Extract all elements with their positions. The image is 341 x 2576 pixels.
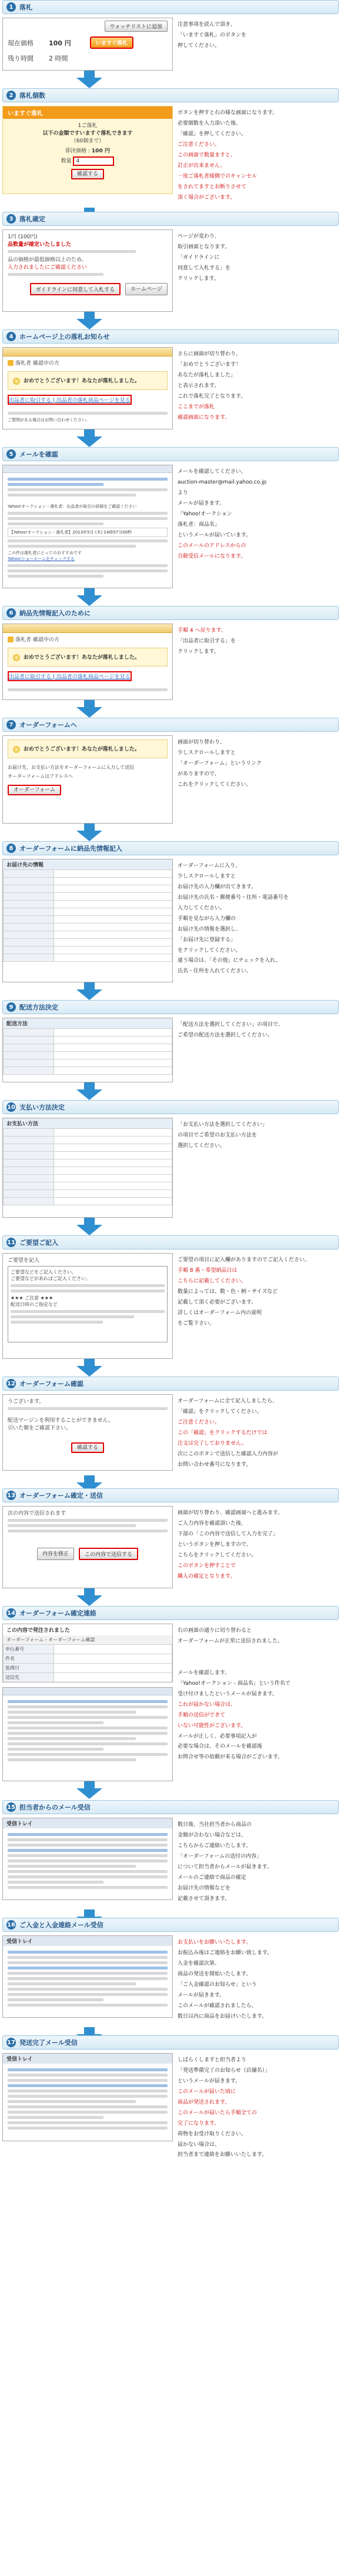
step-14 (0, 1606, 341, 1800)
step-title: 落札確定 (19, 215, 45, 223)
note-line: 必要な場合は、そのメールを確認後 (178, 1744, 262, 1750)
note-line: ページが変わり、 (178, 234, 220, 239)
step-15 (0, 1800, 341, 1918)
dialog-title: いますぐ落札 (3, 106, 172, 119)
auction-icon (8, 360, 14, 366)
note-line: 「いますぐ落札」のボタンを (178, 32, 247, 38)
homepage-button[interactable]: ホームページ (125, 283, 168, 295)
step-number: 12 (6, 1379, 16, 1388)
footer-text: ご質問がある場合はお問い合わせください。 (8, 417, 90, 422)
note-line: 「出品者に取引する」を (178, 638, 236, 644)
step-notes (173, 1624, 339, 1781)
step-header (2, 1100, 339, 1114)
step-title: ホームページ上の落札お知らせ (19, 333, 110, 341)
screenshot-inbox-payment (2, 1935, 173, 2018)
note-line: 同意して入札する」を (178, 265, 231, 271)
note-line: 押してください。 (178, 42, 220, 49)
gavel-icon (13, 378, 20, 385)
text-line: 配送日時のご指定など (11, 1302, 58, 1307)
contact-seller-link[interactable]: 出品者に取引する | 出品者の落札商品ページを見る (8, 395, 132, 405)
step-notes (173, 1394, 339, 1475)
step-notes (173, 229, 339, 312)
note-line: ご希望の配送方法を選択してください。 (178, 1032, 273, 1038)
note-line: 違う場合は、「その他」にチェックを入れ、 (178, 958, 281, 964)
shipping-table (3, 869, 172, 962)
current-price: 100 円 (49, 39, 71, 47)
step-notes (173, 106, 339, 208)
screenshot-order-email (2, 1687, 173, 1781)
note-line: いない可能性がございます。 (178, 1722, 246, 1729)
gavel-icon (13, 746, 20, 753)
note-line: お問い合わせ番号になります。 (178, 1461, 252, 1468)
inbox-heading: 受信トレイ (3, 1936, 172, 1946)
note-line: 数日以内に商品をお届けいたします。 (178, 2013, 268, 2020)
note-line: auction-master@mail.yahoo.co.jp (178, 479, 267, 485)
dialog-line: 以下の金額ですいますぐ落札できます (42, 131, 133, 136)
note-line: をクリックしてください。 (178, 947, 241, 954)
step-header (2, 329, 339, 344)
note-line: 右の画面の通りに切り替わると (178, 1628, 252, 1634)
step-title: ご入金と入金連絡メール受信 (19, 1921, 103, 1929)
note-line: これで落札完了となります。 (178, 393, 246, 399)
note-line: メールを確認してください。 (178, 469, 246, 475)
step-9 (0, 1000, 341, 1100)
text-line: オーダーフォーム - オーダーフォーム確認 (3, 1635, 172, 1644)
note-line: 入力してください。 (178, 905, 226, 911)
step-title: 落札個数 (19, 92, 45, 99)
note-line: 「Yahoo!オークション - 商品名」という件名で (178, 1680, 290, 1687)
text-line: 引いた額をご確認下さい。 (8, 1425, 72, 1431)
screenshot-order-form-link (2, 735, 173, 824)
text-line: 入力されましたにご確認ください (8, 265, 88, 271)
note-line: 「ガイドラインに (178, 254, 220, 261)
step-header (2, 88, 339, 102)
text-line: この内容で発注されました (6, 1628, 71, 1634)
step-title: オーダーフォーム確定連絡 (19, 1609, 96, 1617)
dialog-line: （60個まで） (71, 138, 105, 144)
instruction-line: お届け先、お支払い方法をオーダーフォームに入力して送信 (8, 764, 135, 770)
note-line: お振込み後はご連絡をお願い致します。 (178, 1950, 273, 1956)
buy-now-price: 100 円 (91, 148, 110, 154)
note-line: 必要個数を入力頂いた後、 (178, 120, 242, 126)
note-line: オーダーフォームが正常に送信されました。 (178, 1638, 283, 1644)
step-title: 支払い方法決定 (19, 1104, 65, 1111)
toolbar-text: 落札者 確認中の方 (15, 361, 59, 366)
screenshot-email (2, 465, 173, 588)
submit-order-button[interactable]: この内容で送信する (79, 1548, 138, 1560)
step-title: オーダーフォームに納品先情報記入 (19, 845, 122, 852)
note-line: をされてますとお断りさせて (178, 184, 247, 190)
step-5 (0, 447, 341, 606)
text-line: 品数量が確定いたしました (8, 242, 72, 248)
note-line: このメールのアドレスからの (178, 542, 246, 549)
step-4 (0, 329, 341, 447)
note-line: 少しスクロールしますと (178, 749, 236, 756)
screenshot-requests-field (2, 1253, 173, 1359)
note-line: 手順を見ながら入力欄の (178, 915, 236, 922)
step-title: オーダーフォーム確定・送信 (19, 1492, 103, 1499)
note-line: 購入の確定となります。 (178, 1573, 236, 1579)
note-line: 「Yahoo!オークション (178, 511, 232, 517)
table-cell: 件名 (4, 1654, 54, 1664)
table-cell: 処理日 (4, 1664, 54, 1673)
current-price-label: 現在価格 (8, 39, 34, 47)
note-line: このボタンを押すことで (178, 1562, 236, 1569)
step-number: 6 (6, 608, 16, 618)
step-title: メールを確認 (19, 451, 58, 458)
email-subject: 【Yahoo!オークション - 落札者】2013年5月 (木) 14時57分00秒 (8, 528, 168, 537)
note-line: クリックします。 (178, 275, 219, 282)
step-title: 発送完了メール受信 (19, 2039, 78, 2047)
note-line: 取引画面となります。 (178, 244, 230, 250)
note-line: 数日後、当社担当者から商品の (178, 1822, 252, 1828)
note-line: というボタンを押しますので、 (178, 1541, 252, 1548)
note-line: をご覧下さい。 (178, 1320, 215, 1327)
note-line: あなたが落札しました」 (178, 372, 236, 378)
note-line: 少しスクロールしますと (178, 873, 236, 879)
buy-now-price-label: 即決価格 (65, 148, 87, 154)
step-number: 3 (6, 214, 16, 224)
step-notes (173, 624, 339, 700)
note-line: の項目でご希望のお支払い方法を (178, 1132, 258, 1138)
step-title: 納品先情報記入のために (19, 609, 91, 617)
step-header (2, 212, 339, 226)
step-13 (0, 1488, 341, 1606)
step-number: 15 (6, 1802, 16, 1812)
note-line: 「確認」を押してください。 (178, 131, 247, 137)
step-header (2, 1488, 339, 1502)
step-notes (173, 465, 339, 588)
watchlist-button[interactable]: ウォッチリストに追加 (105, 21, 168, 32)
step-number: 10 (6, 1102, 16, 1112)
step-3 (0, 212, 341, 329)
step-header (2, 0, 339, 14)
order-form-label: オーダーフォーム (14, 787, 56, 793)
note-line: 選択してください。 (178, 1142, 226, 1149)
note-line: 「ご入金確認のお知らせ」という (178, 1981, 257, 1988)
text-line: 1円 (100円) (8, 234, 38, 240)
step-notes (173, 1253, 339, 1359)
note-line: お問合せ等の依頼が来る場合がございます。 (178, 1754, 283, 1761)
step-number: 1 (6, 2, 16, 12)
step-notes (173, 1506, 339, 1588)
payment-table (3, 1128, 172, 1205)
note-line: より (178, 489, 189, 496)
step-number: 8 (6, 844, 16, 853)
screenshot-inbox-staff (2, 1818, 173, 1900)
won-message: おめでとうございます！あなたが落札しました。 (23, 655, 140, 661)
note-line: しばらくしますと担当者より (178, 2057, 247, 2063)
step-notes (173, 735, 339, 824)
note-line: これをクリックしてください。 (178, 781, 252, 788)
note-line: お届け先の入力欄が出てきます。 (178, 884, 257, 890)
text-line: 品の価格が最低価格以上のため、 (8, 257, 87, 263)
note-line: この画面で数量ますと、 (178, 152, 236, 158)
text-line: 配送マージンを利用することができません。 (8, 1418, 114, 1424)
note-line: お届け先の情報などを (178, 1885, 231, 1891)
note-line: 確認画面になります。 (178, 414, 230, 421)
note-line: 「オーダーフォーム」というリンク (178, 760, 262, 767)
screenshot-delivery-method (2, 1018, 173, 1082)
table-cell: 送信先 (4, 1673, 54, 1682)
note-line: 「配送方法を選択してください」の項目で、 (178, 1022, 283, 1028)
note-line: このメールが確認されましたら、 (178, 2002, 257, 2009)
note-line: こちらからご連絡いたします。 (178, 1842, 252, 1849)
note-line: ご要望の項目に記入欄がありますのでご記入ください。 (178, 1257, 310, 1263)
note-line: メールのご連絡で商品の確定 (178, 1874, 246, 1881)
email-from: Yahoo!オークション - 落札者：出品者が取引の詳細をご確認ください (8, 504, 137, 509)
note-line: さらに画面が切り替わり、 (178, 351, 242, 357)
note-line: 画面が切り替わり、確認画面へと進みます。 (178, 1510, 283, 1516)
step-notes (173, 2053, 339, 2165)
quantity-input[interactable]: 4 (73, 156, 114, 166)
step-number: 9 (6, 1002, 16, 1012)
note-line: 記載して頂く必要がございます。 (178, 1299, 257, 1305)
step-7 (0, 718, 341, 841)
note-line: オーダーフォームに全て記入しましたら、 (178, 1398, 278, 1404)
note-line: 「お届け先に登録する」 (178, 937, 236, 943)
note-line: ボタンを押すと右の様な画面になります。 (178, 110, 278, 116)
step-notes (173, 18, 339, 71)
order-summary-table (3, 1644, 172, 1682)
note-line: 受け付けましたというメールが届きます。 (178, 1691, 278, 1697)
auction-icon (8, 636, 14, 642)
step-11 (0, 1235, 341, 1377)
step-notes (173, 1935, 339, 2027)
inbox-heading: 受信トレイ (3, 2054, 172, 2064)
down-arrow-icon (0, 1781, 341, 1802)
note-line: こちらに記載してください。 (178, 1278, 247, 1284)
note-line: お支払いをお願いいたします。 (178, 1940, 252, 1945)
screenshot-inbox-shipped (2, 2053, 173, 2141)
step-6 (0, 606, 341, 718)
note-line: 画面が切り替わり、 (178, 739, 226, 745)
note-line: と表示されます。 (178, 382, 220, 389)
step-title: オーダーフォームへ (19, 721, 77, 729)
note-line: 一度ご落札者様側でのキャンセル (178, 173, 258, 179)
agree-bid-button[interactable]: ガイドラインに同意して入札する (30, 283, 121, 295)
note-line: 金額が合わない場合などは、 (178, 1832, 247, 1838)
quantity-label: 数量 (61, 158, 72, 164)
step-notes (173, 1018, 339, 1082)
step-8 (0, 841, 341, 1000)
note-line: 「確認」をクリックしてください。 (178, 1408, 262, 1415)
screenshot-order-submit (2, 1506, 173, 1588)
note-line: について担当者からメールが届きます。 (178, 1864, 272, 1870)
won-message: おめでとうございます！あなたが落札しました。 (23, 378, 140, 384)
won-message: おめでとうございます！あなたが落札しました。 (23, 747, 140, 752)
form-heading: 配送方法 (3, 1018, 172, 1028)
delivery-table (3, 1028, 172, 1075)
inbox-heading: 受信トレイ (3, 1818, 172, 1828)
note-line: 氏名・住所を入れてください。 (178, 968, 252, 975)
step-notes (173, 859, 339, 982)
note-line: 次にこのボタンで送信した確認入力内容が (178, 1451, 279, 1457)
note-line: 担当者まで連絡をお願いいたします。 (178, 2152, 268, 2158)
step-header (2, 1235, 339, 1249)
note-line: 届かない場合は、 (178, 2141, 220, 2148)
note-line: 落札者：商品名」 (178, 521, 220, 528)
step-number: 5 (6, 449, 16, 459)
screenshot-won-notice (2, 347, 173, 429)
text-line: 次の内容で送信されます (8, 1511, 66, 1517)
dialog-line: 1ご落札 (78, 123, 98, 129)
note-line: 商品が発送されます。 (178, 2099, 230, 2105)
note-line: これが届かない場合は、 (178, 1701, 236, 1708)
step-title: ご要望ご記入 (19, 1239, 58, 1247)
note-line: 手順 8 番・希望納品日は (178, 1267, 238, 1274)
note-line: メールを確認します。 (178, 1669, 230, 1676)
note-line: 自動受信メールになります。 (178, 553, 246, 559)
note-line: この「確認」をクリックするだけでは (178, 1429, 268, 1436)
note-line: 頂く場合がございます。 (178, 194, 236, 201)
note-line: 商品の発送を開始いたします。 (178, 1971, 252, 1977)
step-number: 14 (6, 1608, 16, 1618)
note-line: 「お支払い方法を選択してください」 (178, 1122, 268, 1128)
step-number: 4 (6, 332, 16, 341)
contact-seller-link[interactable]: 出品者に取引する | 出品者の落札商品ページを見る (8, 671, 132, 681)
note-line: 詳しくはオーダーフォーム内の説明 (178, 1309, 262, 1316)
note-line: 下部の「この内容で送信して入力を完了」 (178, 1531, 279, 1537)
step-header (2, 1377, 339, 1391)
confirm-button[interactable]: 確認する (71, 169, 104, 179)
note-line: というメールが届きます。 (178, 2078, 241, 2084)
step-header (2, 1000, 339, 1014)
step-number: 13 (6, 1491, 16, 1500)
step-number: 11 (6, 1238, 16, 1247)
step-header (2, 841, 339, 855)
note-line: 「オーダーフォームの送付の内容」 (178, 1853, 262, 1859)
time-left: 2 時間 (49, 55, 68, 62)
step-title: 配送方法決定 (19, 1004, 58, 1011)
step-header (2, 2035, 339, 2050)
email-body: この件は落札者にとってのおすすめです (8, 551, 82, 555)
step-notes (173, 347, 339, 429)
note-line: メールが届きます。 (178, 500, 225, 506)
screenshot-bid (2, 18, 173, 71)
note-line: お届け先の情報を選択し、 (178, 926, 242, 932)
step-17 (0, 2035, 341, 2165)
step-number: 7 (6, 720, 16, 729)
step-number: 17 (6, 2038, 16, 2047)
note-line: 訂正が出来ません。 (178, 162, 226, 169)
note-line: 「おめでとうございます！ (178, 361, 242, 368)
edit-button[interactable]: 内容を修正 (37, 1548, 74, 1560)
note-line: このメールが届いた頃に (178, 2088, 236, 2095)
note-line: がありますので、 (178, 771, 220, 777)
step-title: オーダーフォーム確認 (19, 1380, 83, 1388)
note-line: お届け先の氏名・郵便番号・住所・電話番号を (178, 894, 289, 901)
screenshot-quantity-dialog: いますぐ落札 1ご落札 以下の金額ですいますぐ落札できます （60個まで） 即決価格 : 100 円 数量 4 確認する (2, 106, 173, 194)
note-line: 荷物をお受け取りください。 (178, 2131, 247, 2137)
note-line: ご入力内容を確認頂いた後、 (178, 1520, 247, 1527)
note-line: メールが届きます。 (178, 1992, 225, 1998)
toolbar-text: 落札者 確認中の方 (15, 637, 59, 643)
step-header (2, 447, 339, 461)
form-heading: お届け先の情報 (3, 859, 172, 869)
note-line: というメールが届いています。 (178, 532, 252, 538)
text-line: ★★★ ご注意 ★★★ (11, 1295, 54, 1301)
text-line: うございます。 (8, 1399, 45, 1405)
step-header (2, 1918, 339, 1932)
order-form-button[interactable] (8, 785, 61, 795)
instruction-line: オーダーフォームはアドレスへ (8, 773, 73, 779)
note-line: 入金を確認次第、 (178, 1960, 220, 1967)
step-16 (0, 1918, 341, 2035)
form-heading: お支払い方法 (3, 1118, 172, 1128)
note-line: メールが正しく、必要事項記入が (178, 1733, 257, 1739)
confirm-button[interactable]: 確認する (71, 1442, 104, 1453)
note-line: 注意事項を読んで頂き、 (178, 22, 236, 28)
step-2 (0, 88, 341, 212)
step-notes (173, 1818, 339, 1909)
note-line: クリックします。 (178, 648, 219, 655)
table-cell: 申込番号 (4, 1645, 54, 1654)
note-line: 完了になります。 (178, 2120, 220, 2127)
note-line: 注文は完了しておりません。 (178, 1440, 247, 1447)
step-notes (173, 1118, 339, 1218)
step-10 (0, 1100, 341, 1235)
step-title: 落札 (19, 4, 32, 11)
screenshot-bid-confirm (2, 229, 173, 312)
step-header (2, 606, 339, 620)
note-line: こちらをクリックしてください。 (178, 1552, 257, 1558)
note-line: オーダーフォームに入り、 (178, 863, 241, 869)
step-number: 16 (6, 1920, 16, 1929)
text-line: ご要望などをご記入ください。 (11, 1269, 76, 1275)
screenshot-order-confirm (2, 1394, 173, 1471)
step-header (2, 1606, 339, 1620)
step-title: 担当者からのメール受信 (19, 1804, 91, 1811)
step-12 (0, 1377, 341, 1488)
gavel-icon (13, 654, 20, 661)
step-number: 2 (6, 91, 16, 100)
text-line: ご要望を記入 (8, 1258, 40, 1264)
note-line: ご注意ください。 (178, 1419, 220, 1425)
screenshot-won-notice-again (2, 624, 173, 700)
step-header (2, 718, 339, 732)
time-left-label: 残り時間 (8, 55, 34, 62)
screenshot-shipping-form (2, 859, 173, 982)
screenshot-order-complete (2, 1624, 173, 1682)
screenshot-payment-method (2, 1118, 173, 1218)
showroom-link[interactable]: Yahoo!ショールームをチェックする (8, 556, 75, 561)
step-header (2, 1800, 339, 1814)
note-line: 記載させて頂きます。 (178, 1895, 230, 1902)
note-line: 手順 4 へ戻ります。 (178, 628, 226, 634)
text-line: ご要望などがあればご記入ください。 (11, 1276, 91, 1281)
requests-textarea[interactable] (8, 1266, 168, 1342)
note-line: 数量によっては、数・色・柄・サイズなど (178, 1288, 278, 1295)
note-line: ここまでが落札 (178, 404, 215, 410)
buy-now-button[interactable]: いますぐ落札 (90, 36, 133, 49)
note-line: ご注意ください。 (178, 141, 220, 148)
step-1 (0, 0, 341, 88)
note-line: 「発送準備完了のお知らせ（店舗名）」 (178, 2067, 270, 2074)
note-line: このメールが届いたら手順全ての (178, 2110, 257, 2116)
note-line: 手順の送信ができて (178, 1712, 226, 1718)
